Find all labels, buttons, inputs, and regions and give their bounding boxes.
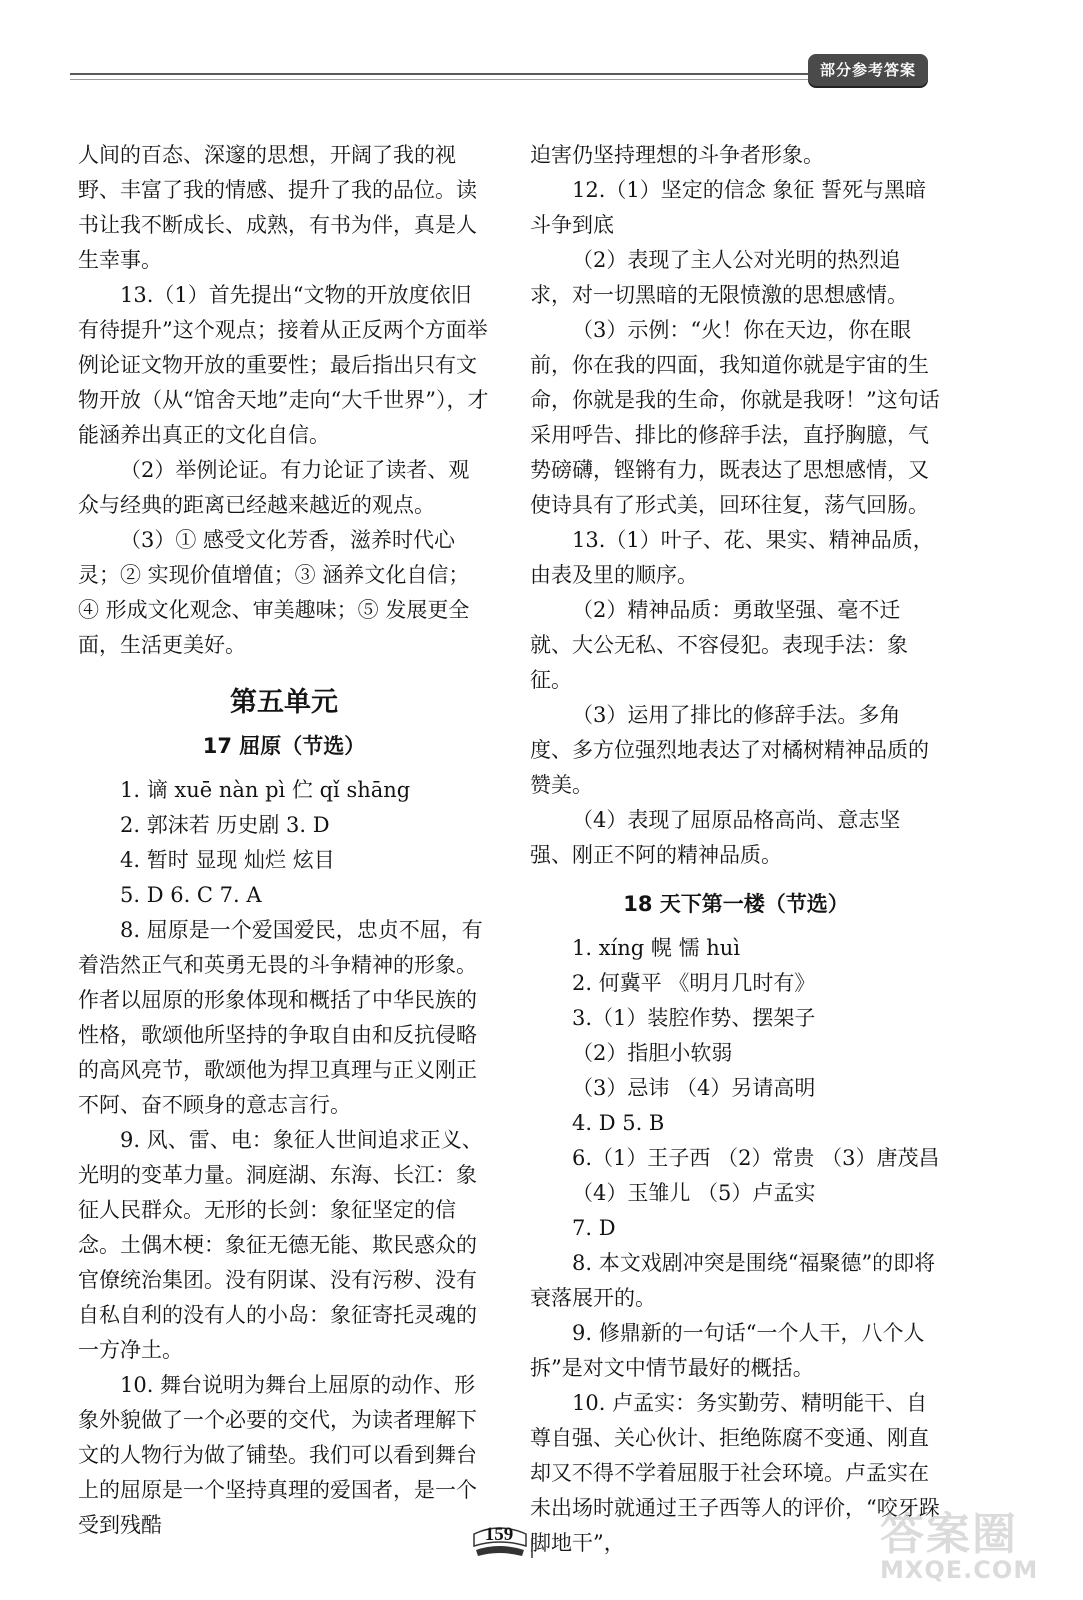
l18-item-7: 6.（1）王子西 （2）常贵 （3）唐茂昌 bbox=[572, 1146, 940, 1170]
answer-13-2: （2）举例论证。有力论证了读者、观众与经典的距离已经越来越近的观点。 bbox=[78, 458, 470, 517]
continued-text: 迫害仍坚持理想的斗争者形象。 bbox=[530, 143, 824, 167]
l17-item-3: 4. 暂时 显现 灿烂 炫目 bbox=[120, 848, 335, 872]
header-rule-thin bbox=[70, 79, 810, 80]
l18-item-8: （4）玉雏儿 （5）卢孟实 bbox=[572, 1181, 816, 1205]
answer-r13-4: （4）表现了屈原品格高尚、意志坚强、刚正不阿的精神品质。 bbox=[530, 808, 901, 867]
answer-12-2: （2）表现了主人公对光明的热烈追求，对一切黑暗的无限愤激的思想感情。 bbox=[530, 248, 908, 307]
lesson-17-title: 17 屈原（节选） bbox=[202, 734, 366, 758]
lesson-18-title: 18 天下第一楼（节选） bbox=[623, 892, 849, 916]
l17-item-4: 5. D 6. C 7. A bbox=[120, 883, 262, 907]
l17-answer-10: 10. 舞台说明为舞台上屈原的动作、形象外貌做了一个必要的交代，为读者理解下文的人物行为做了铺垫。我们可以看到舞台上的屈原是一个坚持真理的爱国者，是一个受到残酷 bbox=[78, 1373, 477, 1537]
l17-answer-8: 8. 屈原是一个爱国爱民，忠贞不屈，有着浩然正气和英勇无畏的斗争精神的形象。作者以屈原的形象体现和概括了中华民族的性格，歌颂他所坚持的争取自由和反抗侵略的高风亮节，歌颂他为捍卫真理与正义刚正不阿、奋不顾身的意志言行。 bbox=[78, 918, 483, 1117]
paragraph-intro: 人间的百态、深邃的思想，开阔了我的视野、丰富了我的情感、提升了我的品位。读书让我不断成长、成熟，有书为伴，真是人生幸事。 bbox=[78, 143, 477, 272]
right-column bbox=[530, 138, 942, 1561]
answer-13-1: 13.（1）首先提出“文物的开放度依旧有待提升”这个观点；接着从正反两个方面举例论证文物开放的重要性；最后指出只有文物开放（从“馆舍天地”走向“大千世界”），才能涵养出真正的文化自信。 bbox=[78, 283, 489, 447]
l17-answer-9: 9. 风、雷、电：象征人世间追求正义、光明的变革力量。洞庭湖、东海、长江：象征人民群众。无形的长剑：象征坚定的信念。土偶木梗：象征无德无能、欺民惑众的官僚统治集团。没有阴谋、没有污秽、没有自私自利的没有人的小岛：象征寄托灵魂的一方净土。 bbox=[78, 1128, 483, 1362]
left-column bbox=[78, 138, 490, 1543]
answer-13-3: （3）① 感受文化芳香，滋养时代心灵；② 实现价值增值；③ 涵养文化自信；④ 形成文化观念、审美趣味；⑤ 发展更全面，生活更美好。 bbox=[78, 528, 470, 657]
l18-item-3: 3.（1）装腔作势、摆架子 bbox=[572, 1006, 816, 1030]
l18-item-1: 1. xíng 幌 懦 huì bbox=[572, 936, 741, 960]
l18-item-9: 7. D bbox=[572, 1216, 616, 1240]
watermark-logo bbox=[880, 1498, 1080, 1598]
l17-item-1: 1. 谪 xuē nàn pì 伫 qǐ shāng bbox=[120, 778, 411, 802]
watermark-url: MXQE.COM bbox=[880, 1556, 1039, 1584]
answer-r13-1: 13.（1）叶子、花、果实、精神品质，由表及里的顺序。 bbox=[530, 528, 934, 587]
header-rule bbox=[70, 73, 810, 75]
answer-12-3: （3）示例：“火！你在天边，你在眼前，你在我的四面，我知道你就是宇宙的生命，你就是我的生命，你就是我呀！”这句话采用呼告、排比的修辞手法，直抒胸臆，气势磅礴，铿锵有力，既表达了思想感情，又使诗具有了形式美，回环往复，荡气回肠。 bbox=[530, 318, 940, 517]
page-number-badge bbox=[468, 1520, 538, 1564]
section-tab: 部分参考答案 bbox=[808, 54, 928, 86]
l18-answer-10: 10. 卢孟实：务实勤劳、精明能干、自尊自强、关心伙计、拒绝陈腐不变通、刚直却又不得不学着屈服于社会环境。卢孟实在未出场时就通过王子西等人的评价，“咬牙跺脚地干”， bbox=[530, 1391, 940, 1555]
l17-item-2: 2. 郭沫若 历史剧 3. D bbox=[120, 813, 330, 837]
answer-r13-3: （3）运用了排比的修辞手法。多角度、多方位强烈地表达了对橘树精神品质的赞美。 bbox=[530, 703, 929, 797]
answer-12-1: 12.（1）坚定的信念 象征 誓死与黑暗斗争到底 bbox=[530, 178, 927, 237]
l18-item-4: （2）指胆小软弱 bbox=[572, 1041, 733, 1065]
l18-item-6: 4. D 5. B bbox=[572, 1111, 665, 1135]
unit-title: 第五单元 bbox=[230, 687, 338, 718]
l18-item-2: 2. 何冀平 《明月几时有》 bbox=[572, 971, 816, 995]
l18-item-5: （3）忌讳 （4）另请高明 bbox=[572, 1076, 816, 1100]
page-number: 159 bbox=[484, 1524, 514, 1545]
answer-r13-2: （2）精神品质：勇敢坚强、毫不迁就、大公无私、不容侵犯。表现手法：象征。 bbox=[530, 598, 908, 692]
l18-answer-8: 8. 本文戏剧冲突是围绕“福聚德”的即将衰落展开的。 bbox=[530, 1251, 936, 1310]
l18-answer-9: 9. 修鼎新的一句话“一个人干，八个人拆”是对文中情节最好的概括。 bbox=[530, 1321, 925, 1380]
watermark-text: 答案圈 bbox=[880, 1509, 1018, 1560]
